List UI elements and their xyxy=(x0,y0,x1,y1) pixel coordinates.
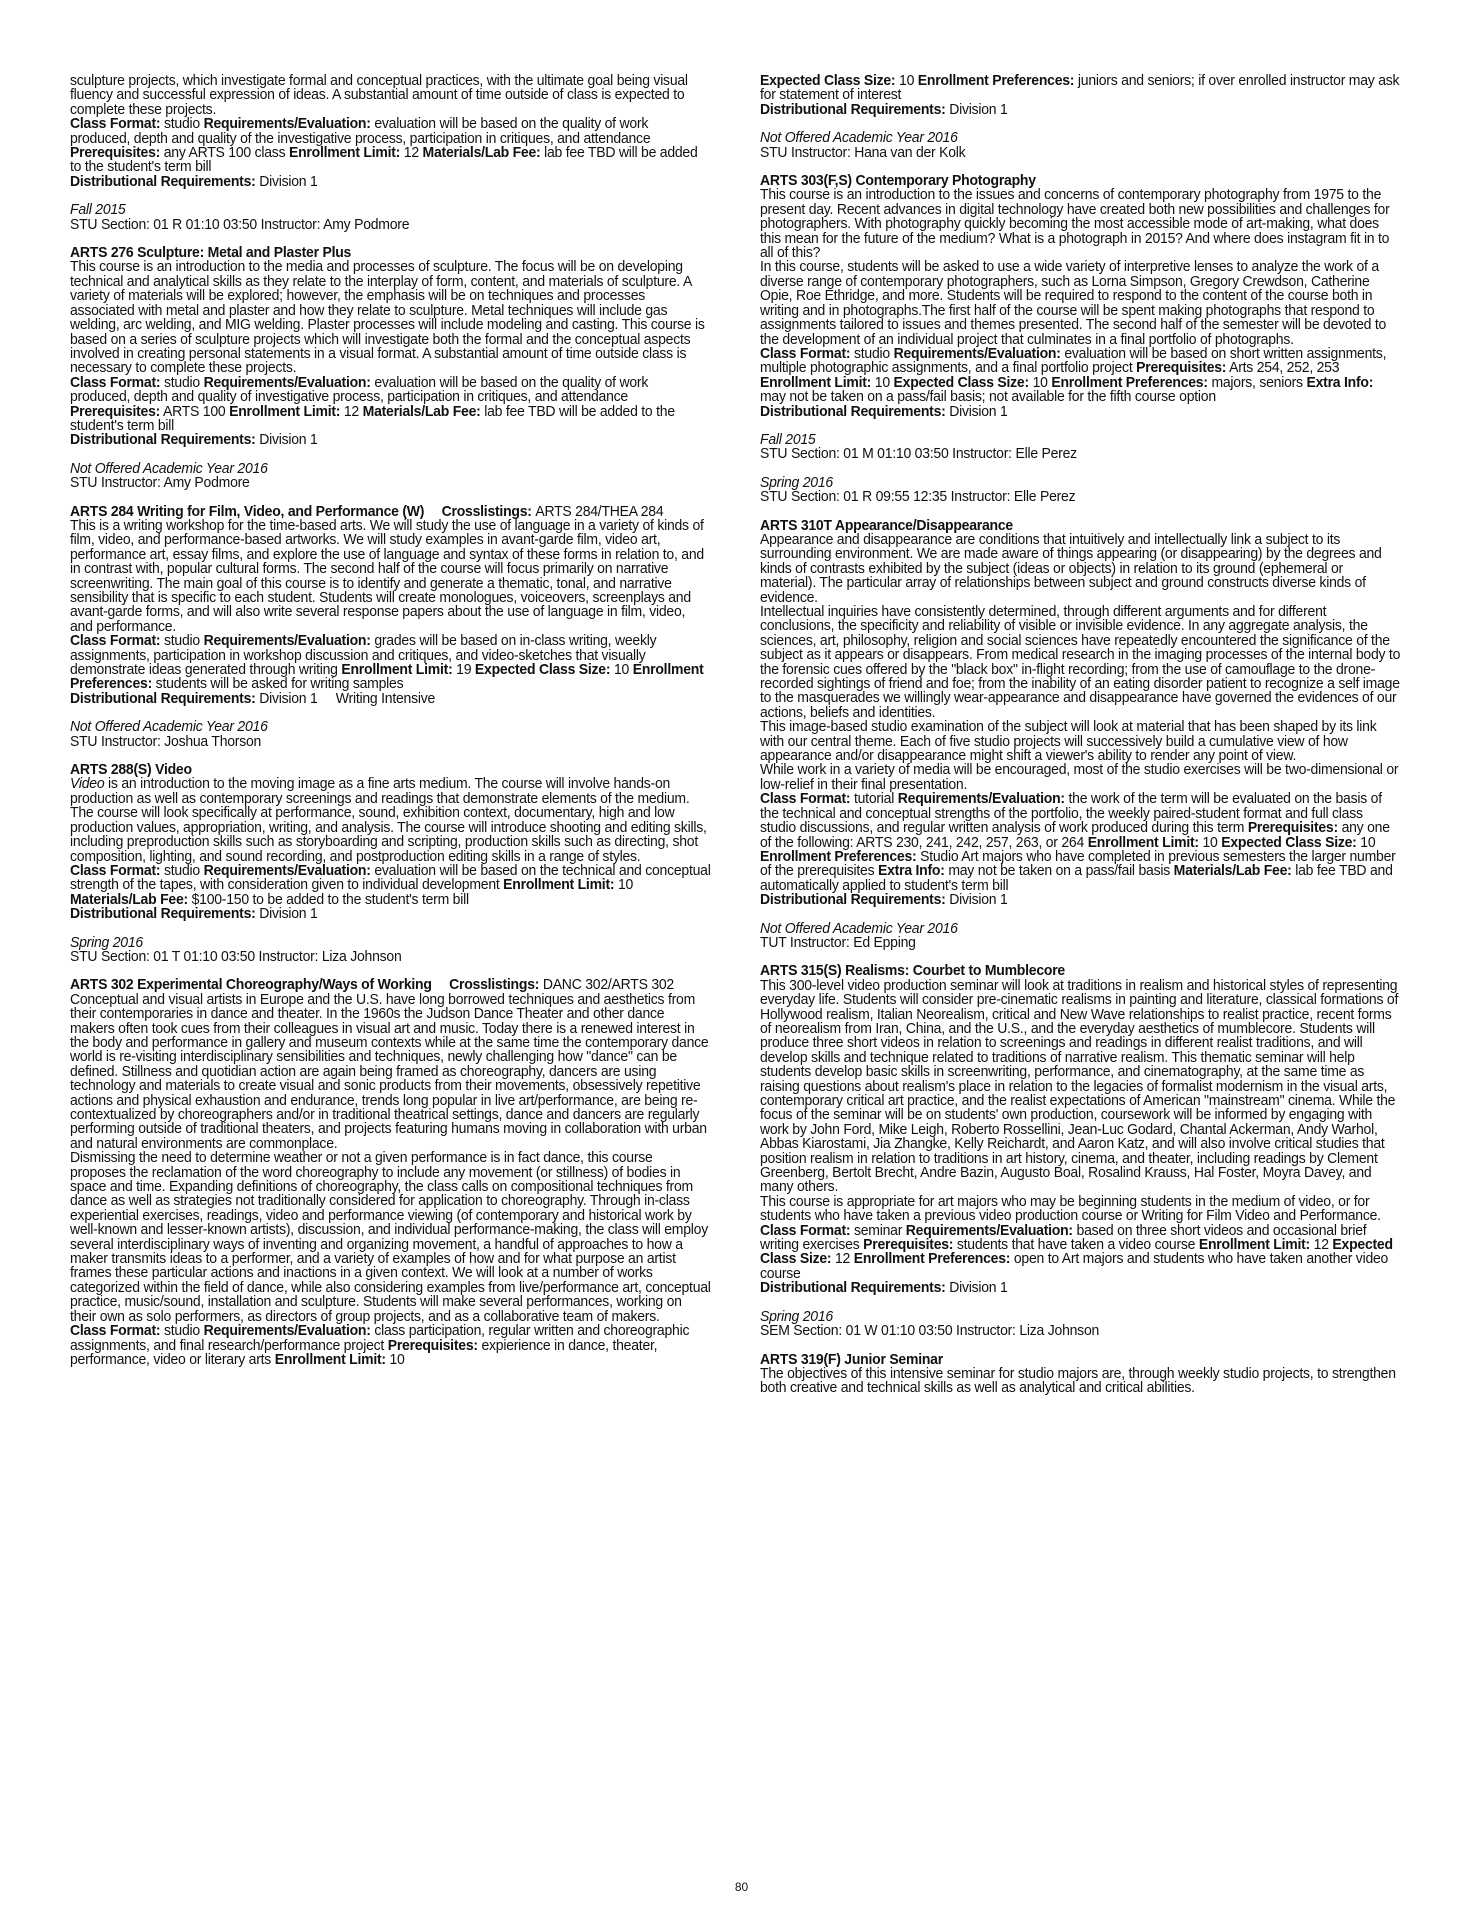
field-value: lab fee TBD will be added to the student's term bill xyxy=(70,145,698,176)
course-title xyxy=(760,519,1401,533)
description-text: is an introduction to the moving image as a fine arts medium. The course will involve hands-on production as well as contemporary screenings and readings that demonstrate elements of the medium. The course will look specifically at performance, sound, exhibition context, documentary, high and low production values, appropriation, writing, and analysis. The course will introduce shooting and editing skills, including preproduction skills such as storyboarding and scripting, production skills such as directing, shot composition, lighting, and sound recording, and postproduction editing skills in a range of styles. xyxy=(70,776,707,865)
left-column xyxy=(70,74,711,1367)
field-value: seminar xyxy=(853,1222,903,1239)
course-entry xyxy=(70,763,711,964)
course-title-text: ARTS 315(S) Realisms: Courbet to Mumblecore xyxy=(760,963,1065,980)
field-label: Enrollment Preferences: xyxy=(70,662,704,693)
field-value: 12 xyxy=(343,403,359,420)
field-value: majors, seniors xyxy=(1211,374,1303,391)
field-value: lab fee TBD and automatically applied to student's term bill xyxy=(760,863,1393,894)
field-value: 19 xyxy=(456,662,472,679)
offering-line: STU Section: 01 R 01:10 03:50 Instructor: Amy Podmore xyxy=(70,216,410,233)
course-description xyxy=(760,979,1401,1195)
field-label: Enrollment Limit: xyxy=(274,1351,386,1368)
field-value: $100-150 to be added to the student's term bill xyxy=(191,891,469,908)
course-entry xyxy=(70,246,711,491)
description-text: This course is appropriate for art majors who may be beginning students in the medium of video, or for students who have taken a previous video production course or Writing for Film Video and Performance. xyxy=(760,1193,1381,1225)
course-title-text: ARTS 288(S) Video xyxy=(70,762,192,779)
distributional-requirements xyxy=(760,103,1401,117)
field-value: Studio Art majors who have completed in previous semesters the larger number of the prerequisites xyxy=(760,848,1396,880)
course-description xyxy=(760,763,1401,792)
field-label: Requirements/Evaluation: xyxy=(203,116,371,133)
distribution-label: Distributional Requirements: xyxy=(760,101,946,118)
offering-line: STU Instructor: Amy Podmore xyxy=(70,475,250,492)
course-title xyxy=(760,1353,1401,1367)
field-value: any one of the following: ARTS 230, 241, 242, 257, 263, or 264 xyxy=(760,820,1390,851)
field-value: students will be asked for writing samples xyxy=(155,676,404,693)
field-label: Requirements/Evaluation: xyxy=(203,633,371,650)
distribution-label: Distributional Requirements: xyxy=(760,1280,946,1297)
field-value: ARTS 100 xyxy=(162,403,226,420)
field-label: Enrollment Limit: xyxy=(503,877,615,894)
course-description xyxy=(70,993,711,1151)
course-title-text: ARTS 302 Experimental Choreography/Ways of Working xyxy=(70,977,432,994)
crosslistings-label: Crosslistings: xyxy=(441,503,532,520)
description-text: In this course, students will be asked to use a wide variety of interpretive lenses to analyze the work of a diverse range of contemporary photographers, such as Lorna Simpson, Gregory Crewdson, Catherine Opie, Roe Ethridge, and more. Students will be required to respond to the content of the course both in writing and in photographs.The first half of the course will be spent making photographs that respond to assignments tailored to issues and themes presented. The second half of the semester will be devoted to the development of an individual project that culminates in a final portfolio of photographs. xyxy=(760,259,1387,348)
offering-term: Not Offered Academic Year 2016 xyxy=(760,920,958,937)
distributional-requirements xyxy=(760,405,1401,419)
field-value: class participation, regular written and choreographic assignments, and final research/performance project xyxy=(70,1323,690,1354)
offering-term: Spring 2016 xyxy=(760,1308,833,1325)
crosslistings-value: ARTS 284/THEA 284 xyxy=(535,503,664,520)
field-label: Requirements/Evaluation: xyxy=(893,345,1061,362)
field-label: Class Format: xyxy=(760,1222,851,1239)
offering-term: Spring 2016 xyxy=(70,934,143,951)
description-text: This course is an introduction to the issues and concerns of contemporary photography from 1975 to the present day. Recent advances in digital technology have created both new possibilities and challenges for photographers. With photography quickly becoming the most accessible mode of art-making, what does this mean for the future of the medium? What is a photograph in 2015? And where does instagram fit in to all of this? xyxy=(760,187,1390,262)
distribution-label: Distributional Requirements: xyxy=(70,173,256,190)
course-entry xyxy=(760,74,1401,160)
course-title-text: ARTS 284 Writing for Film, Video, and Performance (W) xyxy=(70,503,425,520)
description-text: This image-based studio examination of the subject will look at material that has been shaped by its link with our central theme. Each of five studio projects will successively build a cumulative view of how appearance and/or disappearance might shift a viewer's ability to render any point of view. xyxy=(760,719,1377,765)
distribution-value: Division 1 xyxy=(949,403,1008,420)
description-text: This 300-level video production seminar will look at traditions in realism and historical styles of representing everyday life. Students will consider pre-cinematic realisms in painting and literature, classical formations of Hollywood realism, Italian Neorealism, critical and New Wave relationships to realist practice, recent forms of neorealism from Iran, China, and the U.S., and the everyday aesthetics of mumblecore. Students will produce three short videos in relation to screenings and readings in different realist traditions, and will develop skills and technique related to traditions of narrative realism. This thematic seminar will help students develop basic skills in screenwriting, performance, and cinematography, at the same time as raising questions about realism's place in relation to the legacies of formalist modernism in the visual arts, contemporary critical art practice, and the realist expectations of American "mainstream" cinema. While the focus of the seminar will be on students' own production, coursework will be informed by engaging with work by John Ford, Mike Leigh, Roberto Rossellini, Jean-Luc Godard, Chantal Ackerman, Andy Warhol, Abbas Kiarostami, Jia Zhangke, Kelly Reichardt, and Aaron Katz, and will also involve critical studies that position realism in relation to traditions in art history, cinema, and theater, including readings by Clement Greenberg, Bertolt Brecht, Andre Bazin, Augusto Boal, Rosalind Krauss, Hal Foster, Moyra Davey, and many others. xyxy=(760,977,1399,1196)
description-text: The objectives of this intensive seminar for studio majors are, through weekly studio projects, to strengthen both creative and technical skills as well as analytical and critical abilities. xyxy=(760,1365,1396,1397)
field-label: Prerequisites: xyxy=(863,1237,954,1254)
field-value: evaluation will be based on the quality of work produced, depth and quality of the investigative process, participation in critiques, and attendance xyxy=(70,116,651,147)
course-description xyxy=(760,188,1401,260)
offering-line: SEM Section: 01 W 01:10 03:50 Instructor: Liza Johnson xyxy=(760,1323,1100,1340)
field-label: Expected Class Size: xyxy=(893,374,1029,391)
distribution-value: Division 1 xyxy=(259,173,318,190)
course-details xyxy=(70,634,711,692)
course-entry xyxy=(70,505,711,750)
field-value: 10 xyxy=(389,1351,405,1368)
course-description xyxy=(760,1195,1401,1224)
field-label: Expected Class Size: xyxy=(474,662,611,679)
crosslistings-label: Crosslistings: xyxy=(449,977,540,994)
field-label: Enrollment Preferences: xyxy=(1051,374,1208,391)
field-value: the work of the term will be evaluated on the basis of the technical and conceptual strengths of the portfolio, the weekly paired-student format and full class studio discussions, and regular written analysis of work produced during this term xyxy=(760,791,1382,837)
course-title xyxy=(70,505,711,519)
description-text: This course is an introduction to the media and processes of sculpture. The focus will be on developing technical and analytical skills as they relate to the interplay of form, content, and materials of sculpture. A variety of materials will be explored; however, the emphasis will be on techniques and processes associated with metal and plaster and how they relate to sculpture. Metal techniques will include gas welding, arc welding, and MIG welding. Plaster processes will include modeling and casting. This course is based on a series of sculpture projects which will investigate both the formal and the conceptual aspects involved in creating personal statements in a visual format. A substantial amount of time outside class is necessary to complete these projects. xyxy=(70,259,705,377)
field-label: Expected Class Size: xyxy=(760,73,896,89)
course-description xyxy=(70,260,711,375)
field-value: juniors and seniors; if over enrolled instructor may ask for statement of interest xyxy=(760,73,1400,104)
field-value: grades will be based on in-class writing, weekly assignments, participation in workshop discussion and critiques, and video-sketches that visually demonstrate ideas generated through writing xyxy=(70,633,657,679)
distributional-requirements xyxy=(760,1281,1401,1295)
field-label: Materials/Lab Fee: xyxy=(362,403,481,420)
offering-term: Spring 2016 xyxy=(760,474,833,491)
field-value: expierience in dance, theater, performance, video or literary arts xyxy=(70,1337,658,1368)
field-label: Enrollment Preferences: xyxy=(917,73,1075,89)
page-number: 80 xyxy=(734,1880,749,1894)
offering-line: STU Section: 01 R 09:55 12:35 Instructor: Elle Perez xyxy=(760,489,1076,506)
course-title xyxy=(760,174,1401,188)
course-description xyxy=(760,1367,1401,1396)
course-description xyxy=(70,519,711,634)
course-details xyxy=(760,74,1401,103)
right-column xyxy=(760,74,1401,1396)
distribution-label: Distributional Requirements: xyxy=(70,432,256,449)
distributional-requirements xyxy=(760,893,1401,907)
distribution-value: Division 1 xyxy=(259,906,318,923)
course-details xyxy=(70,1324,711,1367)
offering-term: Fall 2015 xyxy=(70,202,126,219)
crosslistings-value: DANC 302/ARTS 302 xyxy=(542,977,674,994)
field-label: Extra Info: xyxy=(878,863,945,880)
distribution-label: Distributional Requirements: xyxy=(70,906,256,923)
field-label: Class Format: xyxy=(760,345,851,362)
field-label: Class Format: xyxy=(70,633,161,650)
distribution-value: Division 1 xyxy=(949,101,1008,118)
course-details xyxy=(70,117,711,175)
field-label: Class Format: xyxy=(70,374,161,391)
course-details xyxy=(70,376,711,434)
field-label: Enrollment Limit: xyxy=(1198,1237,1310,1254)
distribution-value: Division 1 xyxy=(259,432,318,449)
field-value: may not be taken on a pass/fail basis xyxy=(948,863,1170,880)
course-description xyxy=(760,605,1401,720)
field-label: Enrollment Limit: xyxy=(341,662,453,679)
field-label: Enrollment Preferences: xyxy=(853,1251,1011,1268)
offering-line: STU Instructor: Joshua Thorson xyxy=(70,733,262,750)
field-value: 10 xyxy=(1032,374,1048,391)
field-value: 10 xyxy=(1202,834,1218,851)
field-label: Enrollment Limit: xyxy=(760,374,872,391)
offering-term: Fall 2015 xyxy=(760,431,816,448)
field-label: Requirements/Evaluation: xyxy=(897,791,1065,808)
course-details xyxy=(760,792,1401,893)
course-description xyxy=(70,777,711,863)
offering-term: Not Offered Academic Year 2016 xyxy=(760,130,958,147)
field-label: Class Format: xyxy=(70,862,161,879)
field-value: 10 xyxy=(1360,834,1376,851)
course-title xyxy=(760,964,1401,978)
field-label: Requirements/Evaluation: xyxy=(203,862,371,879)
course-entry xyxy=(760,1353,1401,1396)
distributional-requirements xyxy=(70,907,711,921)
description-text: This is a writing workshop for the time-based arts. We will study the use of language in a variety of kinds of film, video, and performance-based artworks. We will study examples in avant-garde film, video art, performance art, essay films, and explore the use of language and syntax of these forms in relation to, and in contrast with, popular cultural forms. The second half of the course will focus primarily on narrative screenwriting. The main goal of this course is to identify and generate a thematic, tonal, and narrative sensibility that is specific to each student. Students will create monologues, voiceovers, screenplays and avant-garde forms, and will also write several response papers about the use of language in film, video, and performance. xyxy=(70,517,704,635)
field-value: 12 xyxy=(1313,1237,1329,1254)
field-value: 10 xyxy=(617,877,634,894)
course-title xyxy=(70,246,711,260)
course-description xyxy=(70,1151,711,1324)
description-text: sculpture projects, which investigate formal and conceptual practices, with the ultimate goal being visual fluency and successful expression of ideas. A substantial amount of time outside of class is expected to complete these projects. xyxy=(70,73,688,118)
field-label: Prerequisites: xyxy=(1247,820,1338,837)
field-label: Class Format: xyxy=(70,1323,161,1340)
field-label: Prerequisites: xyxy=(70,145,161,162)
field-value: any ARTS 100 class xyxy=(163,145,286,162)
offering-line: STU Section: 01 T 01:10 03:50 Instructor: Liza Johnson xyxy=(70,948,402,965)
distribution-value: Division 1 xyxy=(949,1280,1008,1297)
field-value: lab fee TBD will be added to the student's term bill xyxy=(70,403,675,434)
field-value: studio xyxy=(163,862,200,879)
field-value: studio xyxy=(853,345,890,362)
field-value: studio xyxy=(163,374,200,391)
field-value: 10 xyxy=(874,374,890,391)
field-label: Prerequisites: xyxy=(387,1337,478,1354)
field-label: Extra Info: xyxy=(1306,374,1374,391)
course-details xyxy=(70,864,711,907)
course-details xyxy=(760,1224,1401,1282)
field-value: open to Art majors and students who have taken another video course xyxy=(760,1251,1389,1282)
field-label: Class Format: xyxy=(70,116,161,133)
description-text: Appearance and disappearance are conditions that intuitively and intellectually link a subject to its surrounding environment. We are made aware of things appearing (or disappearing) by the degrees and kinds of contrasts exhibited by the subject (ideas or objects) in relation to its ground (ephemeral or material). The particular array of relationships between subject and ground constructs diverse kinds of evidence. xyxy=(760,531,1382,606)
field-value: 10 xyxy=(613,662,630,679)
field-label: Enrollment Limit: xyxy=(1087,834,1199,851)
field-value: studio xyxy=(163,633,200,650)
field-value: evaluation will be based on short written assignments, multiple photographic assignments, and a final portfolio project xyxy=(760,345,1387,377)
course-entry xyxy=(760,174,1401,505)
field-label: Requirements/Evaluation: xyxy=(203,1323,371,1340)
field-label: Expected Class Size: xyxy=(760,1237,1393,1268)
course-entry xyxy=(70,978,711,1367)
course-entry xyxy=(760,964,1401,1338)
course-title xyxy=(70,978,711,992)
offering-line: STU Section: 01 M 01:10 03:50 Instructor: Elle Perez xyxy=(760,446,1077,463)
course-title-text: ARTS 310T Appearance/Disappearance xyxy=(760,517,1013,534)
field-label: Class Format: xyxy=(760,791,851,808)
field-value: tutorial xyxy=(853,791,895,808)
field-value: studio xyxy=(163,1323,200,1340)
distribution-value: Division 1 xyxy=(949,892,1008,909)
course-entry xyxy=(760,519,1401,951)
field-label: Requirements/Evaluation: xyxy=(203,374,371,391)
field-label: Materials/Lab Fee: xyxy=(1173,863,1292,880)
field-value: Arts 254, 252, 253 xyxy=(1229,360,1340,377)
offering-term: Not Offered Academic Year 2016 xyxy=(70,460,268,477)
field-value: evaluation will be based on the technical and conceptual strength of the tapes, with consideration given to individual development xyxy=(70,862,711,894)
field-label: Materials/Lab Fee: xyxy=(422,145,541,162)
distributional-requirements xyxy=(70,433,711,447)
field-value: based on three short videos and occasional brief writing exercises xyxy=(760,1222,1367,1254)
description-text: Dismissing the need to determine weather or not a given performance is in fact dance, this course proposes the reclamation of the word choreography to include any movement (or stillness) of bodies in space and time. Expanding definitions of choreography, the class calls on compositional techniques from dance as well as strategies not traditionally considered for application to choreography. Through in-class experiential exercises, readings, video and performance viewing (of contemporary and historical work by well-known and lesser-known artists), discussion, and individual performance-making, the class will employ several interdisciplinary ways of inventing and organizing movement, a handful of approaches to how a maker transmits ideas to a performer, and a variety of examples of how and for what purpose an artist frames these particular actions and inactions in a given context. We will look at a number of works categorized within the field of dance, while also considering examples from live/performance art, conceptual practice, music/sound, installation and sculpture. Students will make several performances, working on their own as solo performers, as directors of group projects, and as a collaborative team of makers. xyxy=(70,1150,711,1325)
course-description xyxy=(760,533,1401,605)
description-text: While work in a variety of media will be encouraged, most of the studio exercises will be two-dimensional or low-relief in their final presentation. xyxy=(760,762,1399,793)
course-title-text: ARTS 319(F) Junior Seminar xyxy=(760,1351,943,1368)
field-label: Enrollment Limit: xyxy=(229,403,341,420)
field-label: Prerequisites: xyxy=(70,403,161,420)
course-description xyxy=(70,74,711,117)
course-title xyxy=(70,763,711,777)
distribution-label: Distributional Requirements: xyxy=(70,690,256,707)
offering-line: STU Instructor: Hana van der Kolk xyxy=(760,144,966,161)
field-value: 12 xyxy=(835,1251,851,1268)
field-label: Enrollment Limit: xyxy=(289,145,401,162)
field-label: Expected Class Size: xyxy=(1221,834,1357,851)
description-lead: Video xyxy=(70,776,105,793)
distributional-requirements xyxy=(70,692,711,706)
course-title-text: ARTS 303(F,S) Contemporary Photography xyxy=(760,173,1036,190)
distribution-label: Distributional Requirements: xyxy=(760,403,946,420)
field-label: Prerequisites: xyxy=(1136,360,1227,377)
field-value: may not be taken on a pass/fail basis; not available for the fifth course option xyxy=(760,389,1216,406)
field-label: Requirements/Evaluation: xyxy=(905,1222,1073,1239)
field-value: evaluation will be based on the quality of work produced, depth and quality of investigative process, participation in critiques, and attendance xyxy=(70,374,649,406)
course-description xyxy=(760,260,1401,346)
distribution-value: Division 1 Writing Intensive xyxy=(259,690,436,707)
field-value: 12 xyxy=(403,145,419,162)
field-value: students that have taken a video course xyxy=(956,1237,1196,1254)
course-title-text: ARTS 276 Sculpture: Metal and Plaster Plus xyxy=(70,245,352,262)
field-label: Enrollment Preferences: xyxy=(760,848,917,865)
field-value: studio xyxy=(163,116,200,133)
distribution-label: Distributional Requirements: xyxy=(760,892,946,909)
distributional-requirements xyxy=(70,175,711,189)
description-text: Intellectual inquiries have consistently determined, through different arguments and for different conclusions, the specificity and reliability of visible or invisible evidence. In any aggregate analysis, the sciences, art, philosophy, religion and social sciences have repeatedly encountered the significance of the subject as it appears or disappears. From medical research in the imaging processes of the internal body to the forensic cues offered by the "black box" in-flight recording; from the use of camouflage to the drone-recorded sightings of friend and foe; from the inability of an eating disorder patient to recognize a self image to the masquerades we willingly wear-appearance and disappearance have governed the evidences of our actions, beliefs and identities. xyxy=(760,604,1401,721)
offering-term: Not Offered Academic Year 2016 xyxy=(70,719,268,736)
offering-line: TUT Instructor: Ed Epping xyxy=(760,934,916,951)
field-value: 10 xyxy=(899,73,915,89)
course-description xyxy=(760,720,1401,763)
course-entry xyxy=(70,74,711,232)
field-label: Materials/Lab Fee: xyxy=(70,891,188,908)
description-text: Conceptual and visual artists in Europe and the U.S. have long borrowed techniques and aesthetics from their contemporaries in dance and theater. In the 1960s the Judson Dance Theater and other dance makers often took cues from their colleagues in visual art and music. Today there is a renewed interest in the body and performance in gallery and museum contexts while at the same time the contemporary dance world is re-visiting interdisciplinary sensibilities and techniques, newly challenging how "dance" can be defined. Stillness and quotidian action are again being framed as choreography, dancers are using technology and materials to create visual and sonic products from their movements, obsessively repetitive actions and physical exhaustion and endurance, trends long popular in live art/performance, are being re-contextualized by choreographers and/or in traditional theatrical settings, dance and dancers are regularly performing outside of traditional theaters, and projects featuring humans moving in collaboration with urban and natural environments are commonplace. xyxy=(70,991,709,1152)
course-details xyxy=(760,347,1401,405)
